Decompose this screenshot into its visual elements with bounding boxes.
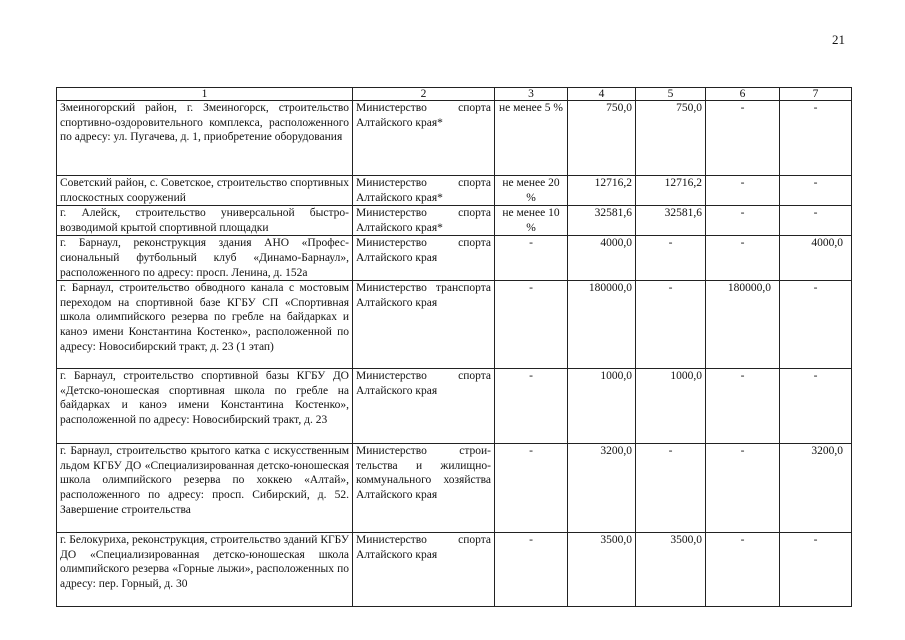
table-row bbox=[57, 281, 852, 369]
table-row bbox=[57, 236, 852, 281]
total-amount-cell: 4000,0 bbox=[568, 236, 636, 281]
column-5-cell: 750,0 bbox=[636, 101, 706, 176]
responsible-agency-cell: Министерство транспорта Алтайского края bbox=[353, 281, 495, 369]
project-name-cell: г. Белокуриха, реконструкция, строительство зданий КГБУ ДО «Специализированная детско-юношеская школа олимпийского резерва «Горные лыжи», расположенных по адресу: пер. Горный, д. 30 bbox=[57, 533, 353, 607]
table-row bbox=[57, 101, 852, 176]
column-6-cell: - bbox=[706, 444, 780, 533]
project-name-cell: г. Барнаул, строительство спортивной базы КГБУ ДО «Детско-юношеская спортивная школа по гребле на байдарках и каноэ имени Константина Костенко», расположенной по адресу: Новосибирский тракт, д. 23 bbox=[57, 369, 353, 444]
table-header-row bbox=[57, 88, 852, 101]
responsible-agency-cell: Министерство спорта Алтайского края bbox=[353, 236, 495, 281]
column-7-cell: - bbox=[780, 369, 852, 444]
column-header: 2 bbox=[353, 88, 495, 101]
project-name-cell: г. Барнаул, строительство крытого катка с искусственным льдом КГБУ ДО «Специализированная детско-юношеская школа олимпийского резерва по хоккею «Алтай», расположенного по адресу: просп. Сибирский, д. 52. Завершение строительства bbox=[57, 444, 353, 533]
column-7-cell: - bbox=[780, 533, 852, 607]
budget-table bbox=[56, 87, 852, 607]
column-7-cell: 3200,0 bbox=[780, 444, 852, 533]
column-5-cell: - bbox=[636, 281, 706, 369]
table-row bbox=[57, 176, 852, 206]
total-amount-cell: 1000,0 bbox=[568, 369, 636, 444]
table-row bbox=[57, 444, 852, 533]
column-5-cell: - bbox=[636, 444, 706, 533]
cofinancing-share-cell: не менее 5 % bbox=[495, 101, 568, 176]
column-5-cell: 12716,2 bbox=[636, 176, 706, 206]
total-amount-cell: 3200,0 bbox=[568, 444, 636, 533]
column-6-cell: - bbox=[706, 101, 780, 176]
column-5-cell: 3500,0 bbox=[636, 533, 706, 607]
column-header: 1 bbox=[57, 88, 353, 101]
responsible-agency-cell: Министерство спорта Алтайского края* bbox=[353, 101, 495, 176]
responsible-agency-cell: Министерство спорта Алтайского края* bbox=[353, 206, 495, 236]
column-7-cell: - bbox=[780, 206, 852, 236]
project-name-cell: г. Барнаул, строительство обводного канала с мостовым переходом на спортивной базе КГБУ СП «Спортивная школа олимпийского резерва по гребле на байдарках и каноэ имени Константина Костенко», расположенной по адресу: Новосибирский тракт, д. 23 (1 этап) bbox=[57, 281, 353, 369]
column-6-cell: - bbox=[706, 533, 780, 607]
column-7-cell: 4000,0 bbox=[780, 236, 852, 281]
column-7-cell: - bbox=[780, 281, 852, 369]
table-row bbox=[57, 533, 852, 607]
column-7-cell: - bbox=[780, 101, 852, 176]
column-7-cell: - bbox=[780, 176, 852, 206]
column-header: 3 bbox=[495, 88, 568, 101]
responsible-agency-cell: Министерство спорта Алтайского края bbox=[353, 533, 495, 607]
column-5-cell: 1000,0 bbox=[636, 369, 706, 444]
total-amount-cell: 12716,2 bbox=[568, 176, 636, 206]
column-6-cell: - bbox=[706, 176, 780, 206]
cofinancing-share-cell: не менее 20 % bbox=[495, 176, 568, 206]
table-row bbox=[57, 206, 852, 236]
cofinancing-share-cell: - bbox=[495, 281, 568, 369]
column-header: 7 bbox=[780, 88, 852, 101]
total-amount-cell: 3500,0 bbox=[568, 533, 636, 607]
responsible-agency-cell: Министерство спорта Алтайского края bbox=[353, 369, 495, 444]
cofinancing-share-cell: - bbox=[495, 236, 568, 281]
column-6-cell: 180000,0 bbox=[706, 281, 780, 369]
total-amount-cell: 32581,6 bbox=[568, 206, 636, 236]
column-6-cell: - bbox=[706, 369, 780, 444]
project-name-cell: г. Барнаул, реконструкция здания АНО «Профессиональный футбольный клуб «Динамо-Барнаул», расположенного по адресу: просп. Ленина, д. 152а bbox=[57, 236, 353, 281]
total-amount-cell: 750,0 bbox=[568, 101, 636, 176]
responsible-agency-cell: Министерство спорта Алтайского края* bbox=[353, 176, 495, 206]
column-6-cell: - bbox=[706, 206, 780, 236]
total-amount-cell: 180000,0 bbox=[568, 281, 636, 369]
cofinancing-share-cell: - bbox=[495, 369, 568, 444]
column-6-cell: - bbox=[706, 236, 780, 281]
project-name-cell: Змеиногорский район, г. Змеиногорск, строительство спортивно-оздоровительного комплекса, расположенного по адресу: ул. Пугачева, д. 1, приобретение оборудования bbox=[57, 101, 353, 176]
column-header: 5 bbox=[636, 88, 706, 101]
column-header: 6 bbox=[706, 88, 780, 101]
table-row bbox=[57, 369, 852, 444]
cofinancing-share-cell: - bbox=[495, 444, 568, 533]
column-5-cell: - bbox=[636, 236, 706, 281]
cofinancing-share-cell: не менее 10 % bbox=[495, 206, 568, 236]
project-name-cell: г. Алейск, строительство универсальной быстровозводимой крытой спортивной площадки bbox=[57, 206, 353, 236]
cofinancing-share-cell: - bbox=[495, 533, 568, 607]
project-name-cell: Советский район, с. Советское, строительство спортивных плоскостных сооружений bbox=[57, 176, 353, 206]
responsible-agency-cell: Министерство строительства и жилищно-коммунального хозяйства Алтайского края bbox=[353, 444, 495, 533]
page-number: 21 bbox=[832, 32, 845, 47]
column-5-cell: 32581,6 bbox=[636, 206, 706, 236]
column-header: 4 bbox=[568, 88, 636, 101]
